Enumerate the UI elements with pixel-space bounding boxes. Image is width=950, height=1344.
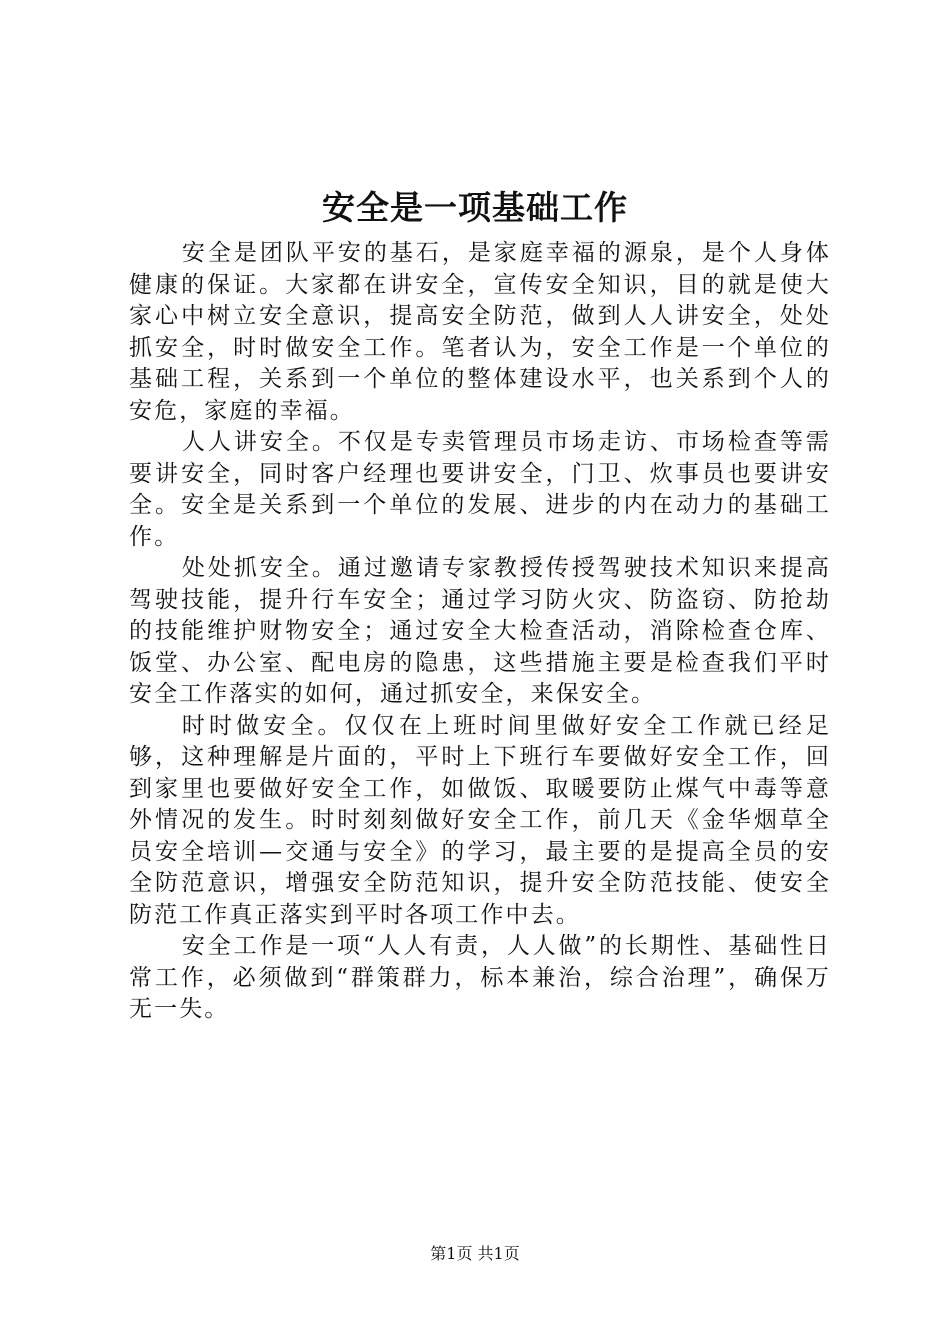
paragraph-everyone-safety: 人人讲安全。不仅是专卖管理员市场走访、市场检查等需要讲安全，同时客户经理也要讲安全，门卫、炊事员也要讲安全。安全是关系到一个单位的发展、进步的内在动力的基础工作。 — [129, 429, 831, 550]
page-footer: 第1页 共1页 — [430, 1244, 520, 1263]
document-title: 安全是一项基础工作 — [322, 188, 628, 227]
document-body — [129, 238, 831, 1026]
paragraph-everywhere-safety: 处处抓安全。通过邀请专家教授传授驾驶技术知识来提高驾驶技能，提升行车安全；通过学习防火灾、防盗窃、防抢劫的技能维护财物安全；通过安全大检查活动，消除检查仓库、饭堂、办公室、配电房的隐患，这些措施主要是检查我们平时安全工作落实的如何，通过抓安全，来保安全。 — [129, 555, 831, 707]
paragraph-conclusion: 安全工作是一项“人人有责，人人做”的长期性、基础性日常工作，必须做到“群策群力，标本兼治，综合治理”，确保万无一失。 — [129, 933, 831, 1022]
paragraph-always-safety: 时时做安全。仅仅在上班时间里做好安全工作就已经足够，这种理解是片面的，平时上下班行车要做好安全工作，回到家里也要做好安全工作，如做饭、取暖要防止煤气中毒等意外情况的发生。时时刻刻做好安全工作，前几天《金华烟草全员安全培训—交通与安全》的学习，最主要的是提高全员的安全防范意识，增强安全防范知识，提升安全防范技能、使安全防范工作真正落实到平时各项工作中去。 — [129, 712, 831, 928]
paragraph-intro: 安全是团队平安的基石，是家庭幸福的源泉，是个人身体健康的保证。大家都在讲安全，宣传安全知识，目的就是使大家心中树立安全意识，提高安全防范，做到人人讲安全，处处抓安全，时时做安全工作。笔者认为，安全工作是一个单位的基础工程，关系到一个单位的整体建设水平，也关系到个人的安危，家庭的幸福。 — [129, 240, 831, 424]
